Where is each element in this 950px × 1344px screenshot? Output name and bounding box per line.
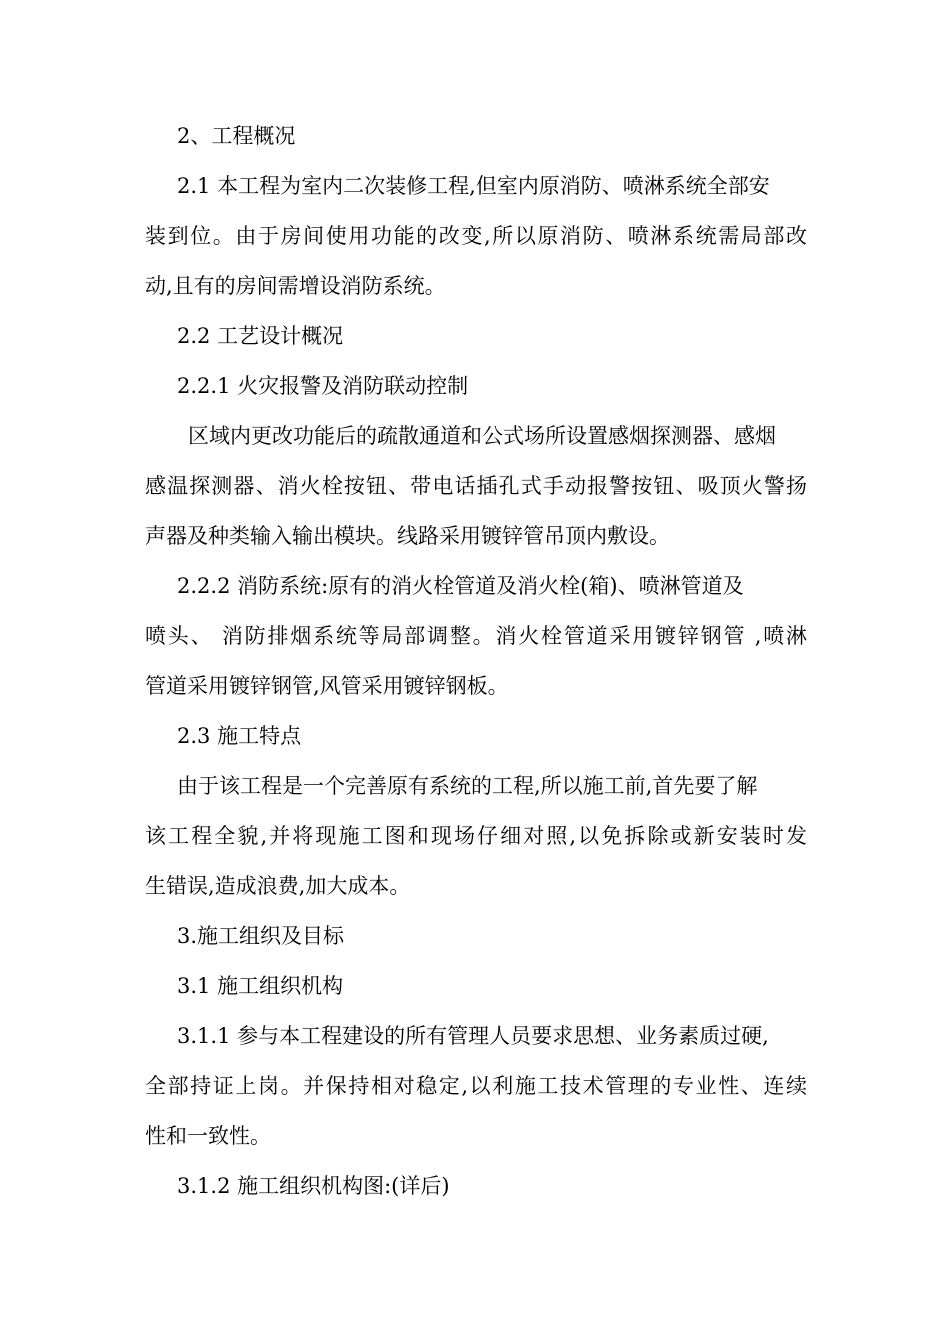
section-heading-2: 2、工程概况 — [177, 124, 296, 148]
section-heading-3-1-2: 3.1.2 施工组织机构图:(详后) — [177, 1174, 450, 1198]
paragraph-2-3-line-1: 由于该工程是一个完善原有系统的工程,所以施工前,首先要了解 — [177, 774, 758, 798]
paragraph-2-1-line-3: 动,且有的房间需增设消防系统。 — [145, 274, 446, 298]
paragraph-3-1-1-line-3: 性和一致性。 — [145, 1124, 271, 1148]
section-heading-2-2-1: 2.2.1 火灾报警及消防联动控制 — [177, 374, 469, 398]
section-heading-3: 3.施工组织及目标 — [177, 924, 345, 948]
paragraph-2-1-line-2: 装到位。由于房间使用功能的改变,所以原消防、喷淋系统需局部改 — [145, 224, 807, 248]
paragraph-2-1-line-1: 2.1 本工程为室内二次装修工程,但室内原消防、喷淋系统全部安 — [177, 174, 770, 198]
paragraph-2-2-1-line-3: 声器及种类输入输出模块。线路采用镀锌管吊顶内敷设。 — [145, 524, 670, 548]
paragraph-3-1-1-line-2: 全部持证上岗。并保持相对稳定,以利施工技术管理的专业性、连续 — [145, 1074, 807, 1098]
paragraph-2-3-line-2: 该工程全貌,并将现施工图和现场仔细对照,以免拆除或新安装时发 — [145, 824, 807, 848]
paragraph-2-2-2-line-1: 2.2.2 消防系统:原有的消火栓管道及消火栓(箱)、喷淋管道及 — [177, 574, 744, 598]
paragraph-2-3-line-3: 生错误,造成浪费,加大成本。 — [145, 874, 411, 898]
paragraph-2-2-1-line-1: 区域内更改功能后的疏散通道和公式场所设置感烟探测器、感烟 — [188, 424, 776, 448]
paragraph-2-2-1-line-2: 感温探测器、消火栓按钮、带电话插孔式手动报警按钮、吸顶火警扬 — [145, 474, 807, 498]
section-heading-3-1: 3.1 施工组织机构 — [177, 974, 344, 998]
paragraph-2-2-2-line-2: 喷头、 消防排烟系统等局部调整。消火栓管道采用镀锌钢管 ,喷淋 — [145, 624, 807, 648]
paragraph-3-1-1-line-1: 3.1.1 参与本工程建设的所有管理人员要求思想、业务素质过硬, — [177, 1024, 769, 1048]
section-heading-2-3: 2.3 施工特点 — [177, 724, 302, 748]
section-heading-2-2: 2.2 工艺设计概况 — [177, 324, 344, 348]
paragraph-2-2-2-line-3: 管道采用镀锌钢管,风管采用镀锌钢板。 — [145, 674, 509, 698]
